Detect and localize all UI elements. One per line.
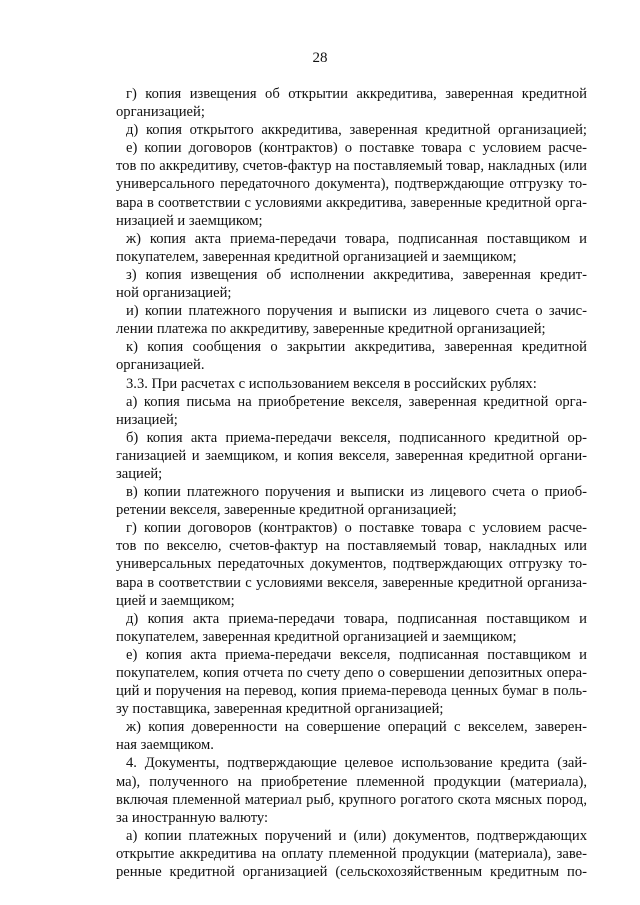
text-line: включая племенной материал рыб, крупного рогатого скота мясных пород, (116, 791, 587, 808)
text-line: лении платежа по аккредитиву, заверенные кредитной организацией; (116, 321, 546, 338)
text-line: 4. Документы, подтверждающие целевое использование кредита (зай- (126, 755, 587, 772)
text-line: зу поставщика, заверенная кредитной организацией; (116, 701, 444, 718)
text-line: е) копии договоров (контрактов) о поставке товара с условием расче- (126, 140, 587, 157)
text-line: ганизацией и заемщиком, и копия векселя, заверенная кредитной органи- (116, 447, 587, 464)
text-line: б) копия акта приема-передачи векселя, подписанного кредитной ор- (126, 429, 587, 446)
text-line: покупателем, копия отчета по счету депо о совершении депозитных опера- (116, 665, 587, 681)
text-line: вара в соответствии с условиями аккредитива, заверенные кредитной орга- (116, 194, 587, 211)
text-line: тов по векселю, счетов-фактур на поставляемый товар, накладных или (116, 538, 587, 555)
text-line: зацией; (116, 465, 163, 482)
text-line: в) копии платежного поручения и выписки из лицевого счета о приоб- (126, 484, 587, 501)
page-number: 28 (312, 50, 328, 66)
text-line: д) копия акта приема-передачи товара, подписанная поставщиком и (126, 610, 587, 627)
text-line: е) копия акта приема-передачи векселя, подписанная поставщиком и (126, 646, 587, 663)
text-line: ная заемщиком. (116, 737, 214, 754)
document-body (116, 85, 587, 881)
text-line: вара в соответствии с условиями векселя, заверенные кредитной организа- (116, 574, 587, 591)
text-line: ренные кредитной организацией (сельскохозяйственным кредитным по- (116, 864, 587, 881)
text-line: покупателем, заверенная кредитной организацией и заемщиком; (116, 248, 517, 265)
text-line: универсальных передаточных документов, подтверждающих отгрузку то- (116, 556, 587, 573)
text-line: ж) копия доверенности на совершение операций с векселем, заверен- (126, 719, 587, 736)
text-line: 3.3. При расчетах с использованием векселя в российских рублях: (126, 375, 537, 392)
text-line: к) копия сообщения о закрытии аккредитива, заверенная кредитной (126, 339, 587, 356)
text-line: организацией; (116, 104, 205, 121)
text-line: г) копии договоров (контрактов) о поставке товара с условием расче- (126, 520, 587, 537)
text-line: низацией; (116, 411, 178, 428)
text-line: открытие аккредитива на оплату племенной продукции (материала), заве- (116, 845, 587, 862)
text-line: ной организацией; (116, 285, 232, 302)
text-line: ций и поручения на перевод, копия приема-перевода ценных бумаг в поль- (116, 683, 587, 700)
text-line: организацией. (116, 357, 205, 374)
text-line: и) копии платежного поручения и выписки из лицевого счета о зачис- (126, 303, 587, 320)
text-line: ж) копия акта приема-передачи товара, подписанная поставщиком и (126, 230, 587, 247)
text-line: низацией и заемщиком; (116, 212, 263, 229)
text-line: а) копия письма на приобретение векселя, заверенная кредитной орга- (126, 393, 587, 410)
text-line: цией и заемщиком; (116, 592, 235, 609)
text-line: а) копии платежных поручений и (или) документов, подтверждающих (126, 827, 587, 844)
text-line: ма), полученного на приобретение племенной продукции (материала), (116, 773, 587, 790)
text-line: д) копия открытого аккредитива, заверенная кредитной организацией; (126, 122, 587, 139)
text-line: универсального передаточного документа), подтверждающие отгрузку то- (116, 176, 587, 193)
text-line: з) копия извещения об исполнении аккредитива, заверенная кредит- (126, 266, 587, 283)
text-line: покупателем, заверенная кредитной организацией и заемщиком; (116, 628, 517, 645)
text-line: ретении векселя, заверенные кредитной организацией; (116, 502, 457, 519)
text-line: за иностранную валюту: (116, 809, 269, 826)
text-line: тов по аккредитиву, счетов-фактур на поставляемый товар, накладных (или (116, 158, 587, 175)
text-line: г) копия извещения об открытии аккредитива, заверенная кредитной (126, 86, 587, 102)
